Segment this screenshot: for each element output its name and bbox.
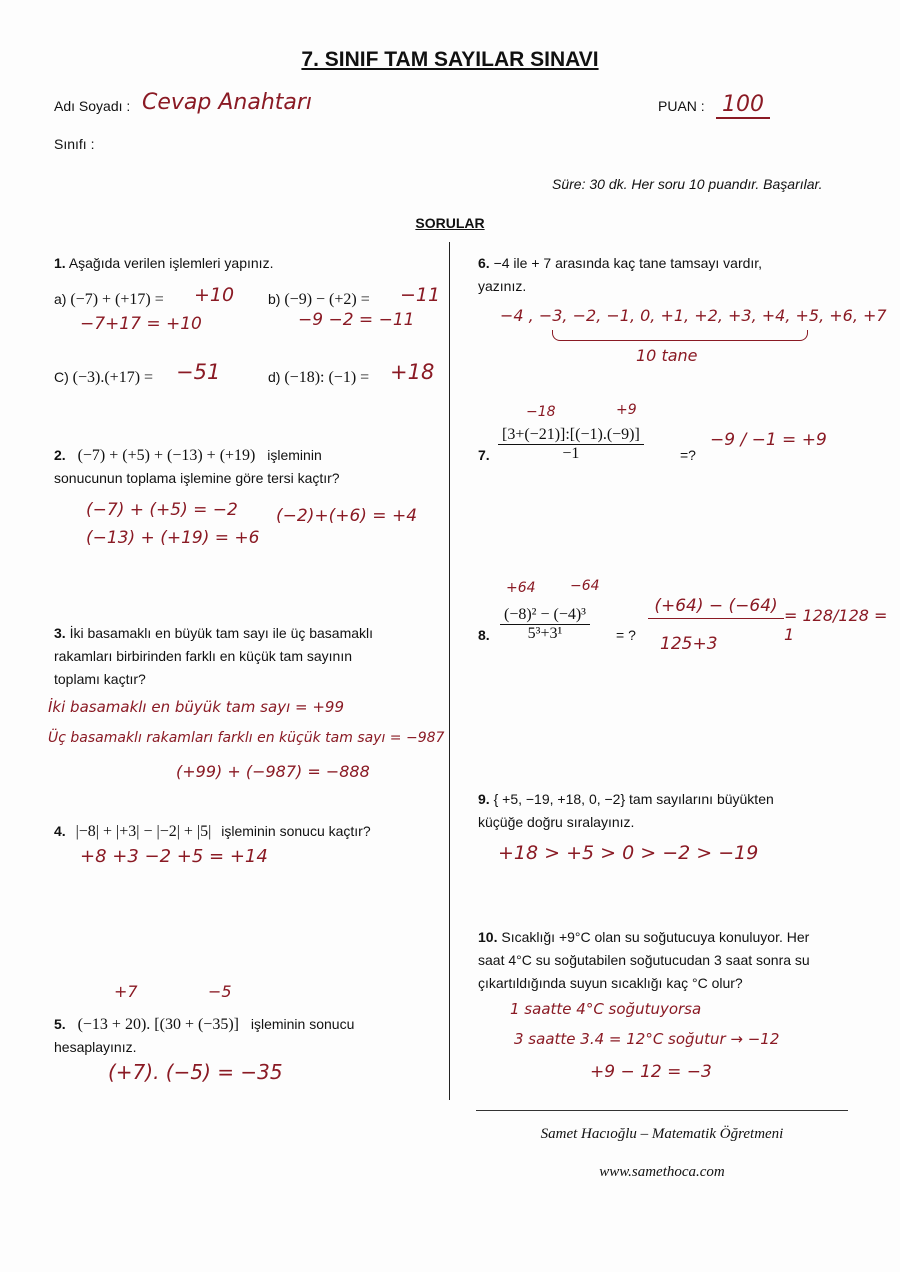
q9-number: 9.	[478, 791, 490, 807]
q1-text: Aşağıda verilen işlemleri yapınız.	[68, 255, 274, 271]
q4-work-1: +8 +3 −2 +5 = +14	[80, 846, 268, 867]
q1-b-answer: −11	[400, 284, 441, 306]
q1-d-answer: +18	[390, 360, 435, 384]
question-5	[54, 1013, 354, 1036]
question-2	[54, 444, 322, 467]
column-divider	[449, 242, 450, 1100]
q3-work-2: Üç basamaklı rakamları farklı en küçük tam sayı = −987	[48, 730, 445, 746]
q1-b-work: −9 −2 = −11	[298, 310, 415, 330]
q4-expr: |−8| + |+3| − |−2| + |5|	[75, 823, 212, 840]
q5-work-1: (+7). (−5) = −35	[108, 1060, 283, 1084]
q5-expr: (−13 + 20). [(30 + (−35)]	[77, 1016, 239, 1033]
q3-work-3: (+99) + (−987) = −888	[176, 762, 370, 781]
q10-text-2: saat 4°C su soğutabilen soğutucudan 3 saat sonra su	[478, 952, 810, 968]
q10-work-1: 1 saatte 4°C soğutuyorsa	[510, 1000, 702, 1018]
q2-text-1: işleminin	[267, 447, 322, 463]
q7-fraction	[498, 426, 644, 463]
q8-work-numerator: (+64) − (−64)	[648, 596, 784, 619]
q3-work-1: İki basamaklı en büyük tam sayı = +99	[48, 698, 344, 716]
q6-work-1: −4 , −3, −2, −1, 0, +1, +2, +3, +4, +5, +6, +7	[500, 306, 887, 325]
q8-eq: = ?	[616, 627, 636, 643]
q1-d-label: d)	[268, 369, 281, 385]
q7-note-1: −18	[526, 404, 556, 420]
q1-d-expr: (−18): (−1) =	[284, 369, 370, 386]
question-6	[478, 252, 762, 275]
q6-number: 6.	[478, 255, 490, 271]
q1-number: 1.	[54, 255, 66, 271]
q7-note-2: +9	[616, 402, 637, 418]
question-9	[478, 788, 774, 811]
q9-work-1: +18 > +5 > 0 > −2 > −19	[498, 842, 759, 864]
page-title: 7. SINIF TAM SAYILAR SINAVI	[301, 48, 599, 71]
q2-work-1: (−7) + (+5) = −2	[86, 500, 238, 520]
score-value: 100	[716, 92, 770, 119]
q8-work-denominator: 125+3	[660, 634, 718, 654]
q7-work-1: −9 / −1 = +9	[710, 430, 827, 450]
footer-rule	[476, 1110, 848, 1111]
q4-number: 4.	[54, 823, 66, 839]
q7-eq: =?	[680, 447, 696, 463]
q8-denominator: 5³+3¹	[527, 625, 563, 642]
q3-text-3: toplamı kaçtır?	[54, 671, 146, 687]
q6-bracket	[552, 330, 808, 341]
q2-text-2: sonucunun toplama işlemine göre tersi kaçtır?	[54, 470, 340, 486]
q1-a	[54, 288, 164, 311]
q1-a-label: a)	[54, 291, 67, 307]
q7-number: 7.	[478, 447, 490, 463]
q5-text-2: hesaplayınız.	[54, 1039, 137, 1055]
q3-text-1: İki basamaklı en büyük tam sayı ile üç basamaklı	[69, 625, 374, 641]
q8-numerator: (−8)² − (−4)³	[500, 606, 590, 625]
q2-expr: (−7) + (+5) + (−13) + (+19)	[77, 447, 256, 464]
q1-a-work: −7+17 = +10	[80, 314, 202, 334]
q10-text-3: çıkartıldığında suyun sıcaklığı kaç °C olur?	[478, 975, 743, 991]
name-label: Adı Soyadı :	[54, 98, 131, 114]
q3-text-2: rakamları birbirinden farklı en küçük tam sayının	[54, 648, 353, 664]
q9-text-1: { +5, −19, +18, 0, −2} tam sayılarını büyükten	[493, 791, 774, 807]
q5-number: 5.	[54, 1016, 66, 1032]
q1-a-answer: +10	[194, 284, 235, 306]
q1-b	[268, 288, 370, 311]
q10-work-2: 3 saatte 3.4 = 12°C soğutur → −12	[514, 1030, 780, 1048]
q5-note-2: −5	[208, 982, 232, 1001]
class-label: Sınıfı :	[54, 136, 95, 152]
q6-text-1: −4 ile + 7 arasında kaç tane tamsayı vardır,	[493, 255, 763, 271]
q10-work-3: +9 − 12 = −3	[590, 1062, 712, 1082]
q1-c-answer: −51	[176, 360, 221, 384]
q6-work-2: 10 tane	[636, 346, 698, 365]
name-value: Cevap Anahtarı	[142, 90, 313, 115]
q6-text-2: yazınız.	[478, 278, 527, 294]
q4-text: işleminin sonucu kaçtır?	[221, 823, 371, 839]
q5-note-1: +7	[114, 982, 138, 1001]
q5-text-1: işleminin sonucu	[250, 1016, 355, 1032]
q8-note-1: +64	[506, 580, 536, 596]
q7-denominator: −1	[562, 445, 580, 462]
q8-fraction	[500, 606, 590, 643]
score-label: PUAN :	[658, 98, 705, 114]
q1-a-expr: (−7) + (+17) =	[70, 291, 164, 308]
q1-c	[54, 366, 153, 389]
question-3	[54, 622, 373, 645]
q1-b-label: b)	[268, 291, 281, 307]
q9-text-2: küçüğe doğru sıralayınız.	[478, 814, 635, 830]
q1-b-expr: (−9) − (+2) =	[284, 291, 370, 308]
exam-info: Süre: 30 dk. Her soru 10 puandır. Başarılar.	[552, 176, 823, 192]
q8-note-2: −64	[570, 578, 600, 594]
footer-author: Samet Hacıoğlu – Matematik Öğretmeni	[540, 1126, 784, 1142]
q2-number: 2.	[54, 447, 66, 463]
question-1	[54, 252, 273, 275]
q3-number: 3.	[54, 625, 66, 641]
q8-number: 8.	[478, 627, 490, 643]
q1-d	[268, 366, 369, 389]
q1-c-label: C)	[54, 369, 69, 385]
q8-number-wrap	[478, 624, 490, 647]
q10-text-1: Sıcaklığı +9°C olan su soğutucuya konuluyor. Her	[501, 929, 810, 945]
footer-site: www.samethoca.com	[599, 1164, 725, 1180]
q7-numerator: [3+(−21)]:[(−1).(−9)]	[498, 426, 644, 445]
q2-work-3: (−2)+(+6) = +4	[276, 506, 418, 526]
q8-work-result: = 128/128 = 1	[784, 606, 888, 644]
section-heading: SORULAR	[415, 215, 485, 231]
q2-work-2: (−13) + (+19) = +6	[86, 528, 260, 548]
q1-c-expr: (−3).(+17) =	[72, 369, 154, 386]
question-4	[54, 820, 371, 843]
q10-number: 10.	[478, 929, 498, 945]
question-10	[478, 926, 809, 949]
q7-number-wrap	[478, 444, 490, 467]
